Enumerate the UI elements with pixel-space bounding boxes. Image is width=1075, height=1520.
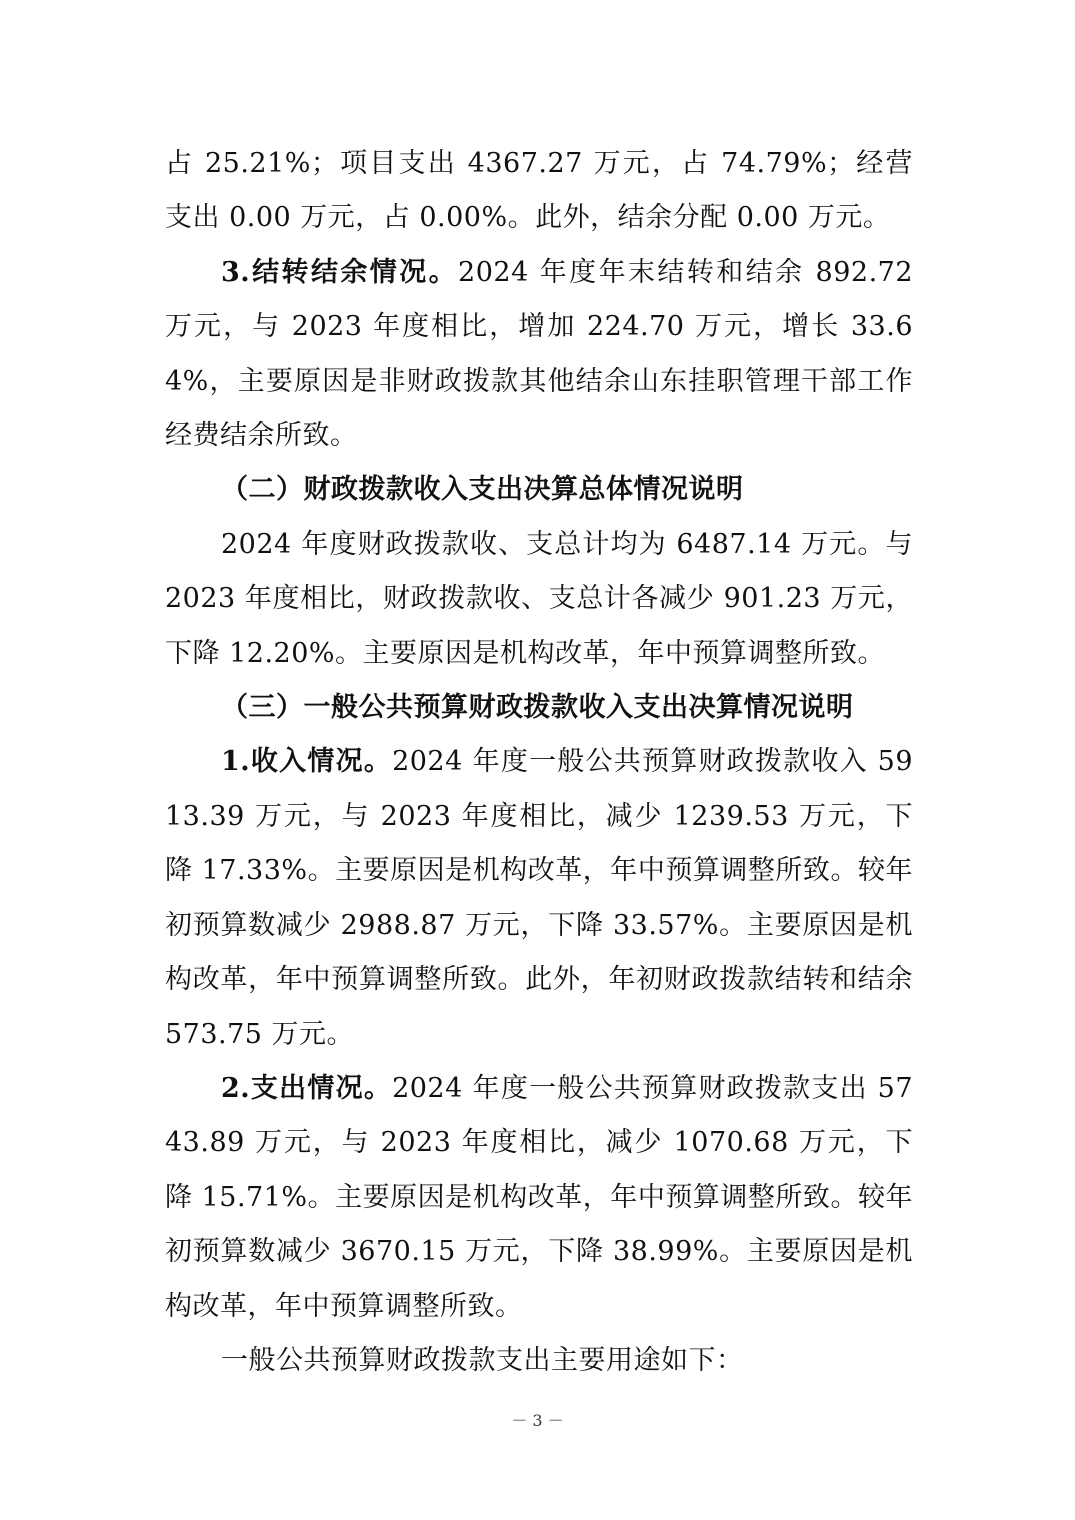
paragraph-expenditure (165, 1062, 913, 1334)
page-number: － 3 － (511, 1411, 564, 1430)
paragraph-text: 2024 年度一般公共预算财政拨款支出 5743.89 万元，与 2023 年度相比，减少 1070.68 万元，下降 15.71%。主要原因是机构改革，年中预算调整所致。较年初预算数减少 3670.15 万元，下降 38.99%。主要原因是机构改革，年中预算调整所致。 (165, 1072, 914, 1322)
section-heading-general-budget: （三）一般公共预算财政拨款收入支出决算情况说明 (221, 692, 854, 724)
document-body (165, 137, 913, 1388)
paragraph-text: 占 25.21%；项目支出 4367.27 万元，占 74.79%；经营支出 0.00 万元，占 0.00%。此外，结余分配 0.00 万元。 (165, 148, 913, 234)
paragraph-text: 2024 年度年末结转和结余 892.72 万元，与 2023 年度相比，增加 224.70 万元，增长 33.64%，主要原因是非财政拨款其他结余山东挂职管理干部工作经费结余所致。 (165, 256, 914, 452)
paragraph-main-uses (165, 1334, 913, 1388)
paragraph-lead: 3.结转结余情况。 (221, 256, 459, 288)
paragraph-fiscal-overall (165, 518, 913, 681)
paragraph-text: 一般公共预算财政拨款支出主要用途如下： (221, 1344, 744, 1376)
paragraph-lead: 1.收入情况。 (221, 746, 393, 778)
paragraph-text: 2024 年度财政拨款收、支总计均为 6487.14 万元。与 2023 年度相比，财政拨款收、支总计各减少 901.23 万元，下降 12.20%。主要原因是机构改革，年中预算调整所致。 (165, 528, 913, 669)
paragraph-text: 2024 年度一般公共预算财政拨款收入 5913.39 万元，与 2023 年度相比，减少 1239.53 万元，下降 17.33%。主要原因是机构改革，年中预算调整所致。较年初预算数减少 2988.87 万元，下降 33.57%。主要原因是机构改革，年中预算调整所致。此外，年初财政拨款结转和结余 573.75 万元。 (165, 746, 914, 1050)
paragraph-income (165, 735, 913, 1061)
paragraph-expenditure-continued (165, 137, 913, 246)
section-heading-fiscal-overall: （二）财政拨款收入支出决算总体情况说明 (221, 474, 744, 506)
paragraph-carryover-balance (165, 246, 913, 464)
paragraph-lead: 2.支出情况。 (221, 1072, 393, 1104)
